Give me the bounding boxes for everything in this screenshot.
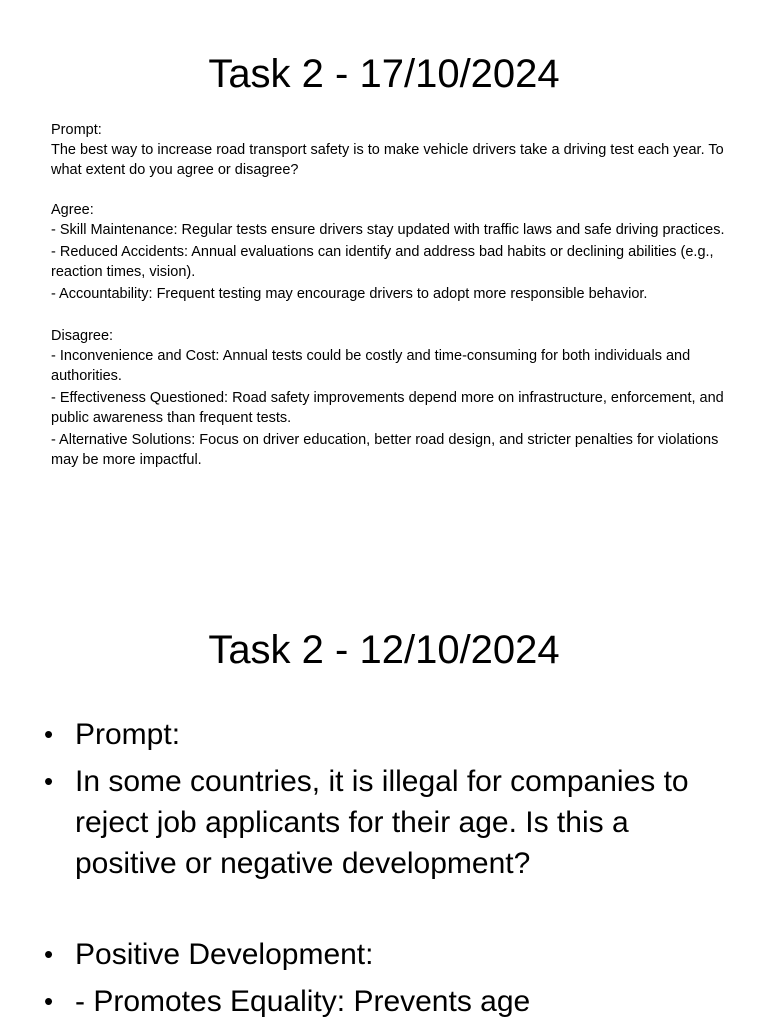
- agree-label: Agree:: [51, 202, 94, 218]
- bullet-item: [44, 934, 734, 975]
- bullet-list: [44, 714, 734, 1024]
- bullet-item: [44, 761, 734, 884]
- slide-title: Task 2 - 17/10/2024: [208, 52, 560, 96]
- disagree-item: - Alternative Solutions: Focus on driver education, better road design, and stricter penalties for violations may be more impactful.: [51, 432, 719, 468]
- notes-body: [51, 120, 726, 472]
- bullet-icon: •: [44, 719, 54, 749]
- bullet-text: Prompt:: [75, 718, 181, 751]
- disagree-item: - Effectiveness Questioned: Road safety improvements depend more on infrastructure, enforcement, and public awareness than frequent tests.: [51, 390, 724, 426]
- bullet-item: [44, 714, 734, 755]
- bullet-text: - Promotes Equality: Prevents age: [75, 985, 531, 1018]
- prompt-text: The best way to increase road transport safety is to make vehicle drivers take a driving test each year. To what extent do you agree or disagree?: [51, 142, 724, 178]
- bullet-text: Positive Development:: [75, 938, 374, 971]
- bullet-text: In some countries, it is illegal for companies to reject job applicants for their age. Is this a positive or negative development?: [75, 765, 689, 880]
- agree-item: - Accountability: Frequent testing may encourage drivers to adopt more responsible behavior.: [51, 286, 648, 302]
- agree-item: - Reduced Accidents: Annual evaluations can identify and address bad habits or declining abilities (e.g., reaction times, vision).: [51, 244, 714, 280]
- prompt-label: Prompt:: [51, 122, 102, 138]
- agree-item: - Skill Maintenance: Regular tests ensure drivers stay updated with traffic laws and safe driving practices.: [51, 222, 725, 238]
- bullet-icon: •: [44, 986, 54, 1016]
- spacer: [51, 306, 726, 326]
- disagree-item: - Inconvenience and Cost: Annual tests could be costly and time-consuming for both individuals and authorities.: [51, 348, 691, 384]
- slide-title: Task 2 - 12/10/2024: [208, 628, 560, 672]
- spacer: [51, 180, 726, 200]
- disagree-label: Disagree:: [51, 328, 114, 344]
- slide-task-2-12-10-2024: [0, 576, 768, 1024]
- bullet-icon: •: [44, 939, 54, 969]
- bullet-item: [44, 981, 734, 1022]
- bullet-icon: •: [44, 766, 54, 796]
